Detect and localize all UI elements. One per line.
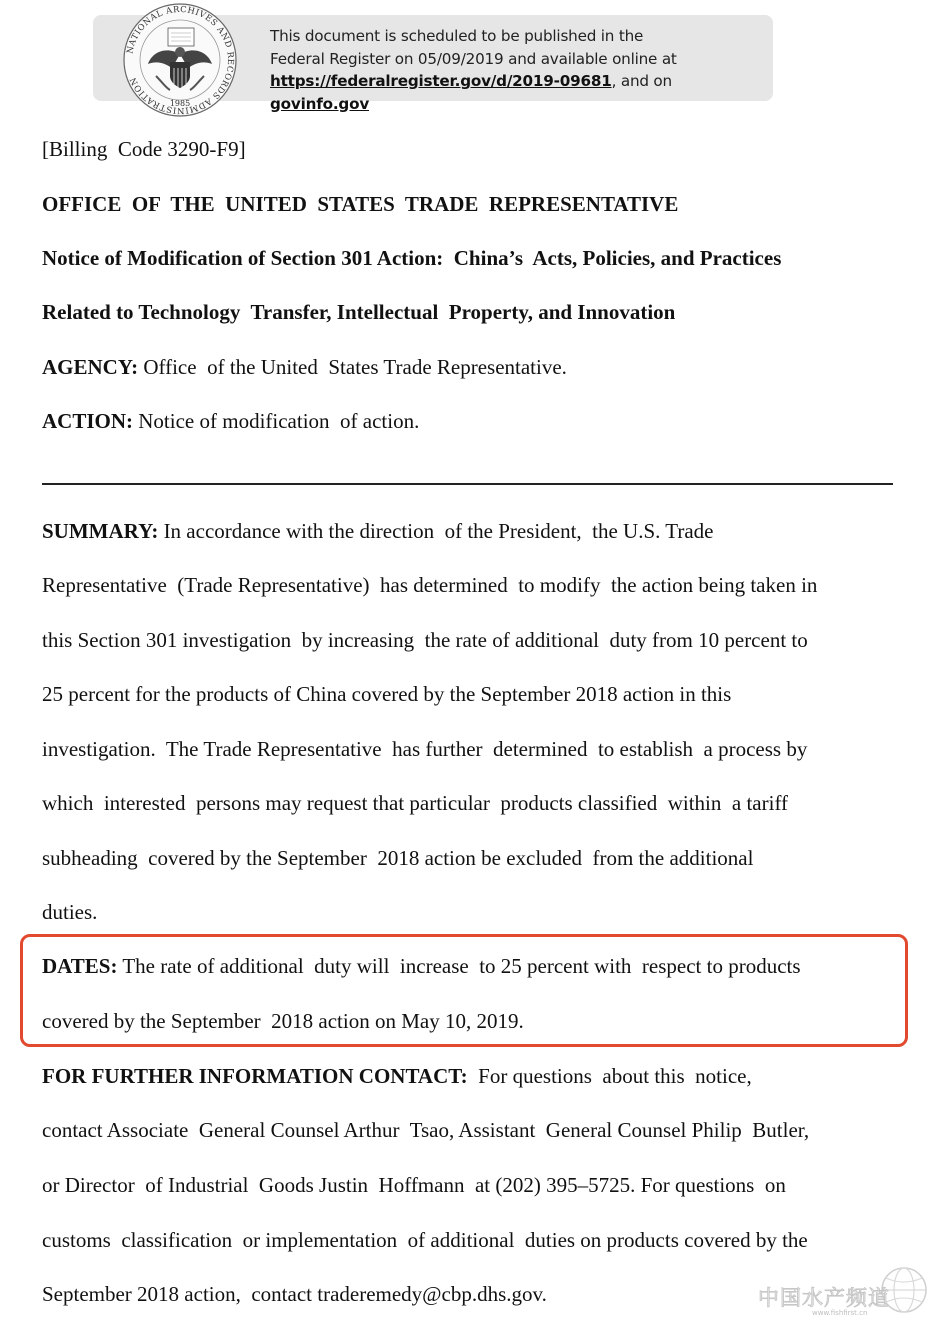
summary-line: Representative (Trade Representative) has determined to modify the action being taken in (42, 573, 818, 597)
summary-label: SUMMARY: (42, 519, 159, 543)
federal-register-link[interactable]: https://federalregister.gov/d/2019-09681 (270, 72, 612, 90)
contact-line: or Director of Industrial Goods Justin Hoffmann at (202) 395–5725. For questions on (42, 1173, 786, 1197)
summary-line: this Section 301 investigation by increasing the rate of additional duty from 10 percent to (42, 628, 808, 652)
summary-text: In accordance with the direction of the President, the U.S. Trade (158, 519, 714, 543)
publication-notice-line-1: This document is scheduled to be published in the (270, 27, 644, 45)
dates-line (42, 954, 801, 978)
summary-line: duties. (42, 900, 98, 924)
dates-text: The rate of additional duty will increase to 25 percent with respect to products (117, 954, 801, 978)
summary-line: investigation. The Trade Representative has further determined to establish a process by (42, 737, 808, 761)
publication-notice-connector: , and on (611, 72, 672, 90)
contact-line: contact Associate General Counsel Arthur Tsao, Assistant General Counsel Philip Butler, (42, 1118, 810, 1142)
seal-year: 1985 (169, 99, 191, 108)
document-title-line-1: Notice of Modification of Section 301 Action: China’s Acts, Policies, and Practices (42, 246, 782, 270)
summary-line: 25 percent for the products of China covered by the September 2018 action in this (42, 682, 732, 706)
agency-value: Office of the United States Trade Representative. (138, 355, 567, 379)
agency-header: OFFICE OF THE UNITED STATES TRADE REPRESENTATIVE (42, 192, 679, 216)
contact-text: For questions about this notice, (467, 1064, 752, 1088)
watermark (752, 1264, 932, 1324)
billing-code: [Billing Code 3290-F9] (42, 137, 246, 161)
watermark-text: 中国水产频道 (758, 1286, 890, 1310)
summary-line (42, 519, 714, 543)
seal-ring-text: NATIONAL ARCHIVES AND RECORDS ADMINISTRATION (124, 3, 237, 117)
publication-notice (270, 25, 770, 115)
summary-line: subheading covered by the September 2018 action be excluded from the additional (42, 846, 754, 870)
contact-line: September 2018 action, contact traderemedy@cbp.dhs.gov. (42, 1282, 547, 1306)
summary-line: which interested persons may request that particular products classified within a tariff (42, 791, 789, 815)
national-archives-seal-icon (122, 2, 238, 118)
section-divider (42, 483, 893, 485)
watermark-url: www.fishfirst.cn (812, 1309, 868, 1317)
govinfo-link[interactable]: govinfo.gov (270, 94, 370, 113)
agency-label: AGENCY: (42, 355, 139, 379)
action-label: ACTION: (42, 409, 134, 433)
contact-label: FOR FURTHER INFORMATION CONTACT: (42, 1064, 468, 1088)
contact-line (42, 1064, 752, 1088)
publication-notice-line-2: Federal Register on 05/09/2019 and available online at (270, 49, 677, 68)
action-field (42, 409, 419, 433)
publication-notice-line-3 (270, 70, 770, 115)
contact-line: customs classification or implementation of additional duties on products covered by the (42, 1228, 808, 1252)
dates-line: covered by the September 2018 action on May 10, 2019. (42, 1009, 524, 1033)
action-value: Notice of modification of action. (133, 409, 420, 433)
agency-field (42, 355, 567, 379)
document-title-line-2: Related to Technology Transfer, Intellectual Property, and Innovation (42, 300, 676, 324)
dates-label: DATES: (42, 954, 118, 978)
